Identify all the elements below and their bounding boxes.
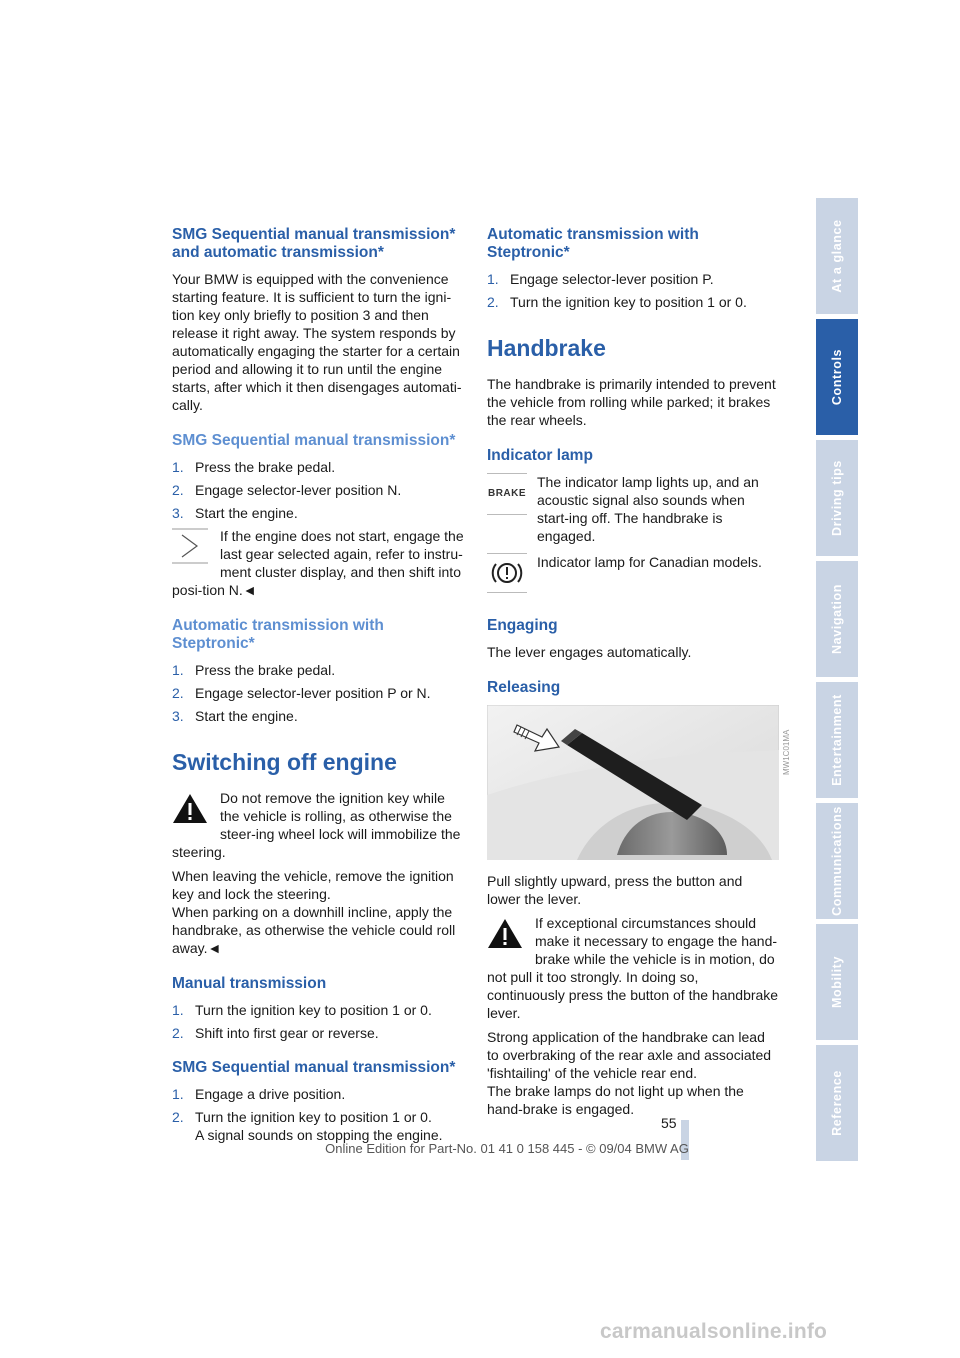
- handbrake-text: The handbrake is primarily intended to prevent the vehicle from rolling while parked; it brakes the rear wheels.: [487, 376, 776, 428]
- page-number: 55: [661, 1115, 677, 1131]
- photo-code: MW1C01MA: [782, 729, 791, 775]
- list-item: 2. Shift into first gear or reverse.: [172, 1025, 379, 1041]
- heading-releasing: Releasing: [487, 679, 561, 696]
- heading-switching-off: Switching off engine: [172, 749, 397, 775]
- right-column: [487, 226, 779, 1124]
- warning-switching-off: Do not remove the ignition key while the vehicle is rolling, as otherwise the steer-ing wheel lock will immobilize the steering.: [172, 790, 461, 860]
- heading-smg: SMG Sequential manual transmission*: [172, 432, 456, 449]
- releasing-text: Pull slightly upward, press the button and lower the lever.: [487, 873, 743, 907]
- warning-text-2: When leaving the vehicle, remove the ignition key and lock the steering.: [172, 868, 454, 902]
- list-item: 2. Turn the ignition key to position 1 or 0. A signal sounds on stopping the engine.: [172, 1109, 443, 1143]
- tab-mobility[interactable]: Mobility: [816, 924, 858, 1040]
- list-item: 2. Engage selector-lever position P or N.: [172, 685, 431, 701]
- tab-entertainment[interactable]: Entertainment: [816, 682, 858, 798]
- tab-at-a-glance[interactable]: At a glance: [816, 198, 858, 314]
- heading-steptronic: Automatic transmission with Steptronic*: [172, 617, 384, 652]
- indicator-row-brake: BRAKE The indicator lamp lights up, and an acoustic signal also sounds when start-ing off. The handbrake is engaged.: [487, 474, 759, 544]
- list-item: 1. Engage a drive position.: [172, 1086, 346, 1102]
- list-item: 1. Press the brake pedal.: [172, 662, 336, 678]
- note-arrow-icon: [170, 527, 210, 565]
- tab-communications[interactable]: Communications: [816, 803, 858, 919]
- warning-releasing: If exceptional circumstances should make it necessary to engage the hand-brake while the vehicle is in motion, do not pull it too strongly. In doing so, continuously press the button of the handbrake lever.: [487, 915, 779, 1021]
- watermark: carmanualsonline.info: [600, 1320, 828, 1343]
- list-item: 1. Engage selector-lever position P.: [487, 271, 714, 287]
- left-column: [172, 226, 464, 1149]
- heading-steptronic-right: Automatic transmission with Steptronic*: [487, 226, 699, 261]
- heading-smg-auto: SMG Sequential manual transmission* and automatic transmission*: [172, 226, 456, 261]
- note-smg: If the engine does not start, engage the last gear selected again, refer to instru-ment cluster display, and then shift into posi-tion N.◄: [172, 528, 464, 598]
- heading-engaging: Engaging: [487, 617, 558, 634]
- list-item: 1. Press the brake pedal.: [172, 459, 336, 475]
- heading-handbrake: Handbrake: [487, 335, 606, 361]
- heading-smg-2: SMG Sequential manual transmission*: [172, 1059, 456, 1076]
- handbrake-lever-image: [487, 705, 779, 860]
- smg-auto-text: Your BMW is equipped with the convenience starting feature. It is sufficient to turn the igni-tion key only briefly to position 3 and then release it right away. The system responds by automatically engaging the starter for a certain period and allowing it to run until the engine starts, after which it then disengages automati-cally.: [172, 271, 462, 413]
- brake-lamp-icon: BRAKE: [487, 473, 527, 515]
- tab-driving-tips[interactable]: Driving tips: [816, 440, 858, 556]
- list-item: 2. Turn the ignition key to position 1 or 0.: [487, 294, 747, 310]
- canadian-brake-lamp-icon: [487, 553, 527, 593]
- warning-text-3: When parking on a downhill incline, apply the handbrake, as otherwise the vehicle could roll away.◄: [172, 904, 456, 956]
- list-item: 3. Start the engine.: [172, 708, 298, 724]
- list-item: 2. Engage selector-lever position N.: [172, 482, 402, 498]
- heading-manual: Manual transmission: [172, 975, 327, 992]
- tab-controls[interactable]: Controls: [816, 319, 858, 435]
- warning-icon: [170, 789, 210, 827]
- section-sidebar: [816, 198, 858, 1166]
- footer: Online Edition for Part-No. 01 41 0 158 445 - © 09/04 BMW AG: [325, 1141, 689, 1156]
- releasing-warning-3: The brake lamps do not light up when the hand-brake is engaged.: [487, 1083, 744, 1117]
- warning-icon: [485, 914, 525, 952]
- list-item: 1. Turn the ignition key to position 1 or 0.: [172, 1002, 432, 1018]
- engaging-text: The lever engages automatically.: [487, 644, 692, 660]
- heading-indicator-lamp: Indicator lamp: [487, 447, 593, 464]
- releasing-warning-2: Strong application of the handbrake can lead to overbraking of the rear axle and associated 'fishtailing' of the vehicle rear end.: [487, 1029, 772, 1081]
- list-item: 3. Start the engine.: [172, 505, 298, 521]
- tab-reference[interactable]: Reference: [816, 1045, 858, 1161]
- indicator-row-canada: Indicator lamp for Canadian models.: [487, 553, 779, 571]
- tab-navigation[interactable]: Navigation: [816, 561, 858, 677]
